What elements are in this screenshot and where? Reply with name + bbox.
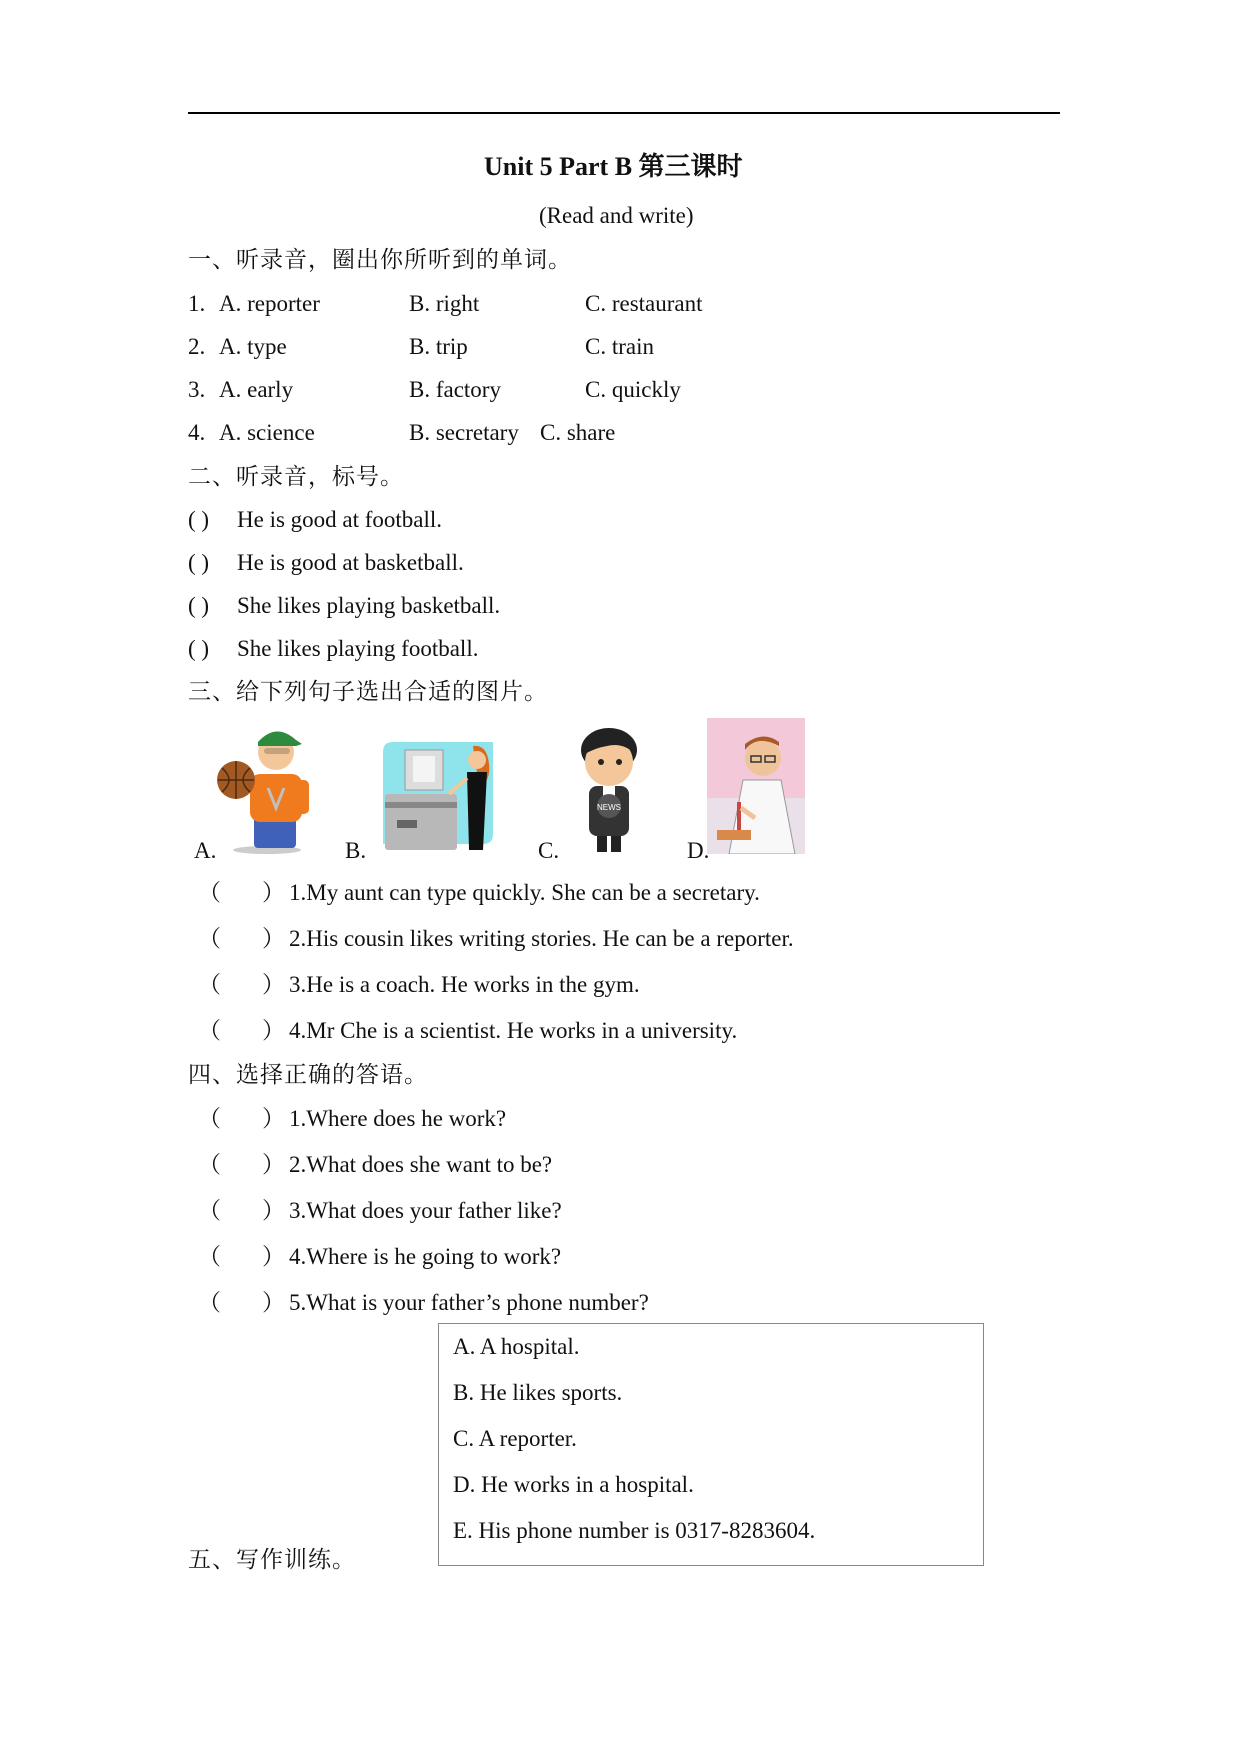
page-title: Unit 5 Part B 第三课时 (484, 152, 743, 181)
answer-bracket-close: ） (262, 1198, 285, 1223)
section3-heading: 三、给下列句子选出合适的图片。 (188, 679, 548, 704)
option-a: A. early (219, 377, 294, 402)
answer-bracket-close: ） (262, 1290, 285, 1315)
basketball-coach-picture (212, 718, 322, 854)
option-c: C. share (540, 420, 616, 445)
answer-bracket-open[interactable]: （ (198, 1106, 221, 1131)
question-text: 4.Where is he going to work? (289, 1244, 562, 1269)
answer-bracket-close: ） (262, 1244, 285, 1269)
listening-item: He is good at football. (237, 507, 443, 532)
answer-bracket-open[interactable]: （ (198, 1244, 221, 1269)
answer-bracket-open[interactable]: （ (198, 1152, 221, 1177)
answer-bracket[interactable]: ( ) (188, 636, 210, 661)
answer-option: C. A reporter. (453, 1426, 577, 1451)
answer-option: D. He works in a hospital. (453, 1472, 694, 1497)
picture-label: A. (194, 838, 217, 863)
svg-text:NEWS: NEWS (597, 803, 621, 812)
news-reporter-picture (563, 724, 657, 854)
question-text: 1.My aunt can type quickly. She can be a secretary. (289, 880, 760, 905)
answer-bracket-close: ） (262, 1106, 285, 1131)
question-text: 3.He is a coach. He works in the gym. (289, 972, 640, 997)
answer-option: B. He likes sports. (453, 1380, 623, 1405)
answer-bracket-close: ） (262, 972, 285, 997)
section4-heading: 四、选择正确的答语。 (188, 1062, 428, 1087)
page-subtitle: (Read and write) (539, 203, 694, 228)
scientist-picture (707, 718, 805, 854)
question-text: 4.Mr Che is a scientist. He works in a university. (289, 1018, 738, 1043)
option-a: A. reporter (219, 291, 320, 316)
answer-bracket-close: ） (262, 1018, 285, 1043)
question-text: 3.What does your father like? (289, 1198, 562, 1223)
item-number: 2. (188, 334, 206, 359)
picture-label: C. (538, 838, 560, 863)
listening-item: She likes playing basketball. (237, 593, 501, 618)
secretary-copier-picture (375, 738, 499, 854)
answer-bracket-open[interactable]: （ (198, 880, 221, 905)
answer-bracket-open[interactable]: （ (198, 1290, 221, 1315)
item-number: 1. (188, 291, 206, 316)
section1-heading: 一、听录音，圈出你所听到的单词。 (188, 247, 572, 272)
question-text: 2.His cousin likes writing stories. He can be a reporter. (289, 926, 794, 951)
answer-bracket[interactable]: ( ) (188, 507, 210, 532)
picture-label: D. (687, 838, 710, 863)
section5-heading: 五、写作训练。 (188, 1547, 356, 1572)
question-text: 1.Where does he work? (289, 1106, 507, 1131)
answer-bracket[interactable]: ( ) (188, 593, 210, 618)
answer-option: E. His phone number is 0317-8283604. (453, 1518, 816, 1543)
option-a: A. science (219, 420, 315, 445)
item-number: 3. (188, 377, 206, 402)
option-b: B. right (409, 291, 480, 316)
option-b: B. trip (409, 334, 468, 359)
question-text: 2.What does she want to be? (289, 1152, 553, 1177)
question-text: 5.What is your father’s phone number? (289, 1290, 649, 1315)
section2-heading: 二、听录音，标号。 (188, 464, 404, 489)
answer-bracket-close: ） (262, 1152, 285, 1177)
option-c: C. quickly (585, 377, 681, 402)
listening-item: She likes playing football. (237, 636, 479, 661)
option-c: C. train (585, 334, 654, 359)
listening-item: He is good at basketball. (237, 550, 464, 575)
answer-bracket-open[interactable]: （ (198, 972, 221, 997)
option-c: C. restaurant (585, 291, 703, 316)
answer-bracket-open[interactable]: （ (198, 926, 221, 951)
answer-bracket-open[interactable]: （ (198, 1018, 221, 1043)
item-number: 4. (188, 420, 206, 445)
answer-option: A. A hospital. (453, 1334, 580, 1359)
option-a: A. type (219, 334, 287, 359)
header-rule (188, 112, 1060, 114)
answer-bracket-close: ） (262, 926, 285, 951)
answer-bracket-close: ） (262, 880, 285, 905)
answer-bracket-open[interactable]: （ (198, 1198, 221, 1223)
option-b: B. factory (409, 377, 501, 402)
option-b: B. secretary (409, 420, 519, 445)
answer-bracket[interactable]: ( ) (188, 550, 210, 575)
picture-label: B. (345, 838, 367, 863)
